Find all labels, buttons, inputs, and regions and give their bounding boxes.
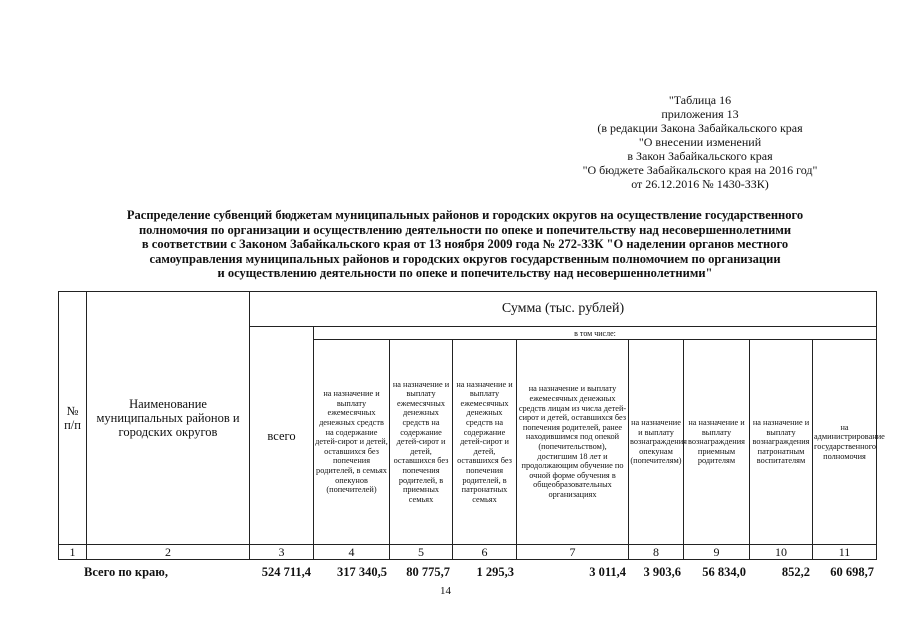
column-number: 11 (813, 545, 877, 560)
title-line: полномочия по организации и осуществлению деятельности по опеке и попечительству над несовершеннолетними (138, 222, 792, 237)
totals-label: Всего по краю, (84, 565, 168, 579)
column-number: 2 (87, 545, 250, 560)
header-note-line: (в редакции Закона Забайкальского края (597, 121, 803, 135)
title-line: и осуществлению деятельности по опеке и попечительству над несовершеннолетними" (217, 266, 713, 280)
column-header-name: Наименование муниципальных районов и городских округов (87, 292, 250, 545)
title-line: Распределение субвенций бюджетам муниципальных районов и городских округов на осуществление государственного (126, 208, 804, 222)
column-number: 9 (684, 545, 750, 560)
document-header-note (560, 93, 840, 191)
header-note-line: приложения 13 (661, 107, 739, 121)
sub-header-patronage-educator-remuneration: на назначение и выплату вознаграждения патронатным воспитателям (750, 340, 813, 545)
column-number: 1 (59, 545, 87, 560)
column-header-sum: Сумма (тыс. рублей) (250, 292, 877, 327)
column-number: 4 (314, 545, 390, 560)
page-number: 14 (440, 585, 451, 597)
total-all: 524 711,4 (261, 565, 311, 579)
sub-header-foster-parent-remuneration: на назначение и выплату вознаграждения приемным родителям (684, 340, 750, 545)
total-col-4: 317 340,5 (337, 565, 387, 579)
column-number-row (59, 545, 877, 560)
column-number: 8 (629, 545, 684, 560)
total-col-5: 80 775,7 (406, 565, 450, 579)
column-number: 5 (390, 545, 453, 560)
header-note-line: "О бюджете Забайкальского края на 2016 год" (582, 163, 818, 177)
column-header-number: № п/п (59, 292, 87, 545)
header-note-line: "Таблица 16 (668, 93, 732, 107)
sub-header-student-payments: на назначение и выплату ежемесячных денежных средств лицам из числа детей-сирот и детей, оставшихся без попечения родителей, ранее находившимся под опекой (попечительством), достигшим 18 лет и продолжающим обучение по очной форме обучения в общеобразовательных организациях (517, 340, 629, 545)
header-note-line: от 26.12.2016 № 1430-ЗЗК) (631, 177, 769, 191)
column-header-total: всего (250, 327, 314, 545)
total-col-8: 3 903,6 (643, 565, 681, 579)
column-number: 10 (750, 545, 813, 560)
document-title (70, 208, 860, 281)
sub-header-guardian-remuneration: на назначение и выплату вознаграждения опекунам (попечителям) (629, 340, 684, 545)
including-label: в том числе: (314, 327, 877, 340)
title-line: самоуправления муниципальных районов и городских округов государственным полномочием по организации (149, 251, 781, 266)
column-number: 7 (517, 545, 629, 560)
column-number: 3 (250, 545, 314, 560)
sub-header-guardian-payments: на назначение и выплату ежемесячных денежных средств на содержание детей-сирот и детей, оставшихся без попечения родителей, в семьях опекунов (попечителей) (314, 340, 390, 545)
header-note-line: "О внесении изменений (638, 135, 762, 149)
column-number: 6 (453, 545, 517, 560)
sub-header-foster-family-payments: на назначение и выплату ежемесячных денежных средств на содержание детей-сирот и детей, оставшихся без попечения родителей, в приемных семьях (390, 340, 453, 545)
sub-header-patronage-family-payments: на назначение и выплату ежемесячных денежных средств на содержание детей-сирот и детей, оставшихся без попечения родителей, в патронатных семьях (453, 340, 517, 545)
total-col-7: 3 011,4 (589, 565, 626, 579)
header-note-line: в Закон Забайкальского края (627, 149, 773, 163)
total-col-9: 56 834,0 (702, 565, 746, 579)
total-col-6: 1 295,3 (476, 565, 514, 579)
total-col-10: 852,2 (781, 565, 810, 579)
sub-header-administration: на администрирование государственного полномочия (813, 340, 877, 545)
subvention-table (58, 291, 885, 560)
total-col-11: 60 698,7 (830, 565, 874, 579)
title-line: в соответствии с Законом Забайкальского края от 13 ноября 2009 года № 272-ЗЗК "О наделении органов местного (141, 237, 789, 251)
